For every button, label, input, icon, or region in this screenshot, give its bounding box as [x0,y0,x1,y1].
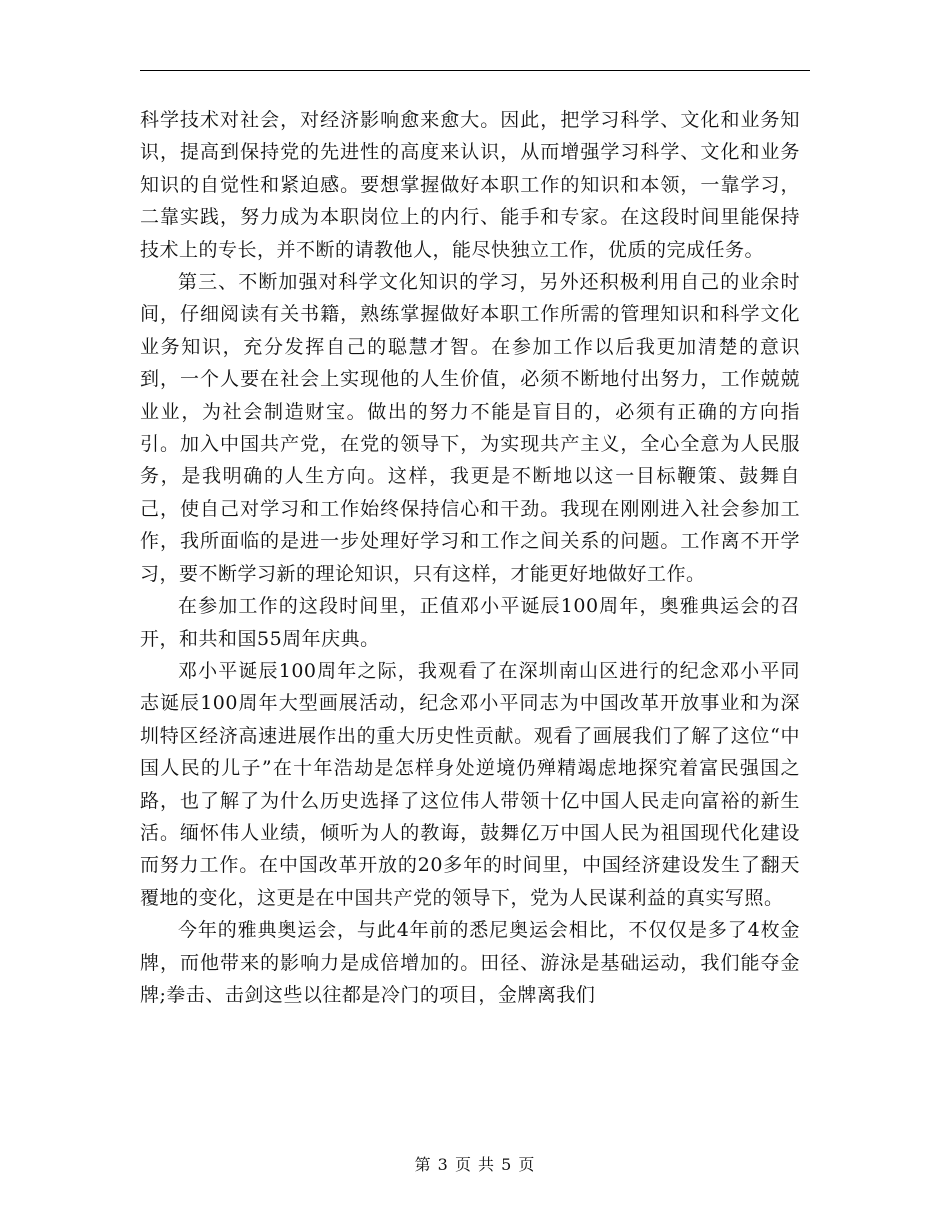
paragraph-athens-olympics: 今年的雅典奥运会，与此4年前的悉尼奥运会相比，不仅仅是多了4枚金牌，而他带来的影响力是成倍增加的。田径、游泳是基础运动，我们能夺金牌;拳击、击剑这些以往都是冷门的项目，金牌离我们 [140,919,800,1006]
paragraph-deng-anniversary: 邓小平诞辰100周年之际，我观看了在深圳南山区进行的纪念邓小平同志诞辰100周年大型画展活动，纪念邓小平同志为中国改革开放事业和为深圳特区经济高速进展作出的重大历史性贡献。观看了画展我们了解了这位“中国人民的儿子”在十年浩劫是怎样身处逆境仍殚精竭虑地探究着富民强国之路，也了解了为什么历史选择了这位伟人带领十亿中国人民走向富裕的新生活。缅怀伟人业绩，倾听为人的教诲，鼓舞亿万中国人民为祖国现代化建设而努力工作。在中国改革开放的20多年的时间里，中国经济建设发生了翻天覆地的变化，这更是在中国共产党的领导下，党为人民谋利益的真实写照。 [140,659,800,909]
header-rule [140,70,810,71]
paragraph-third-point: 第三、不断加强对科学文化知识的学习，另外还积极利用自己的业余时间，仔细阅读有关书籍，熟练掌握做好本职工作所需的管理知识和科学文化业务知识，充分发挥自己的聪慧才智。在参加工作以后我更加清楚的意识到，一个人要在社会上实现他的人生价值，必须不断地付出努力，工作兢兢业业，为社会制造财宝。做出的努力不能是盲目的，必须有正确的方向指引。加入中国共产党，在党的领导下，为实现共产主义，全心全意为人民服务，是我明确的人生方向。这样，我更是不断地以这一目标鞭策、鼓舞自己，使自己对学习和工作始终保持信心和干劲。我现在刚刚进入社会参加工作，我所面临的是进一步处理好学习和工作之间关系的问题。工作离不开学习，要不断学习新的理论知识，只有这样，才能更好地做好工作。 [140,271,800,585]
page-number-footer: 第 3 页 共 5 页 [414,1155,536,1174]
paragraph-events-intro: 在参加工作的这段时间里，正值邓小平诞辰100周年，奥雅典运会的召开，和共和国55周年庆典。 [140,595,800,650]
paragraph-continued: 科学技术对社会，对经济影响愈来愈大。因此，把学习科学、文化和业务知识，提高到保持党的先进性的高度来认识，从而增强学习科学、文化和业务知识的自觉性和紧迫感。要想掌握做好本职工作的知识和本领，一靠学习，二靠实践，努力成为本职岗位上的内行、能手和专家。在这段时间里能保持技术上的专长，并不断的请教他人，能尽快独立工作，优质的完成任务。 [140,109,800,261]
body-text [140,104,800,1011]
